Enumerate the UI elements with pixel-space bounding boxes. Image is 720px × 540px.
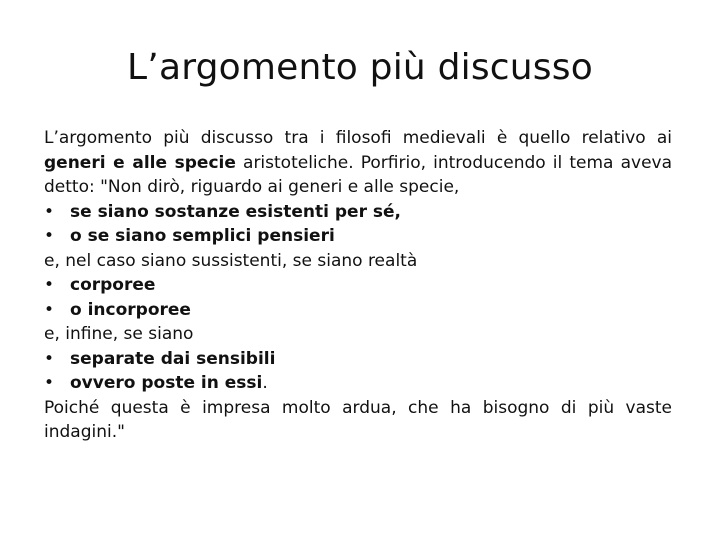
bullet-item <box>44 347 672 372</box>
intro-text-start: L’argomento più discusso tra i filosofi medievali è quello relativo ai <box>44 128 672 148</box>
bullet-text: corporee <box>70 275 156 295</box>
bullet-tail: . <box>262 373 268 393</box>
bullet-dot: • <box>44 299 55 320</box>
slide-title: L’argomento più discusso <box>127 47 593 88</box>
bullet-item <box>44 200 672 225</box>
bullet-item <box>44 298 672 323</box>
intro-text-bold: generi e alle specie <box>44 152 236 173</box>
bullet-text: o incorporee <box>70 299 191 320</box>
bullet-text: o se siano semplici pensieri <box>70 226 335 246</box>
bullet-dot: • <box>44 373 55 393</box>
slide-body <box>44 126 672 445</box>
bullet-dot: • <box>44 275 55 295</box>
bullet-item <box>44 224 672 249</box>
bullet-dot: • <box>44 226 55 246</box>
bullet-dot: • <box>44 201 55 222</box>
bullet-text: ovvero poste in essi <box>70 373 263 393</box>
connector-line: e, nel caso siano sussistenti, se siano realtà <box>44 250 418 271</box>
bullet-item <box>44 371 672 396</box>
bullet-text: separate dai sensibili <box>70 348 276 369</box>
intro-paragraph <box>44 126 672 200</box>
closing-paragraph: Poiché questa è impresa molto ardua, che ha bisogno di più vaste indagini." <box>44 397 672 442</box>
intro-text-end: aristoteliche. Porfirio, introducendo il tema aveva detto: "Non dirò, riguardo ai generi e alle specie, <box>44 152 673 197</box>
bullet-text: se siano sostanze esistenti per sé, <box>70 201 401 222</box>
connector-line: e, infine, se siano <box>44 324 194 344</box>
bullet-dot: • <box>44 348 55 369</box>
bullet-item <box>44 273 672 298</box>
